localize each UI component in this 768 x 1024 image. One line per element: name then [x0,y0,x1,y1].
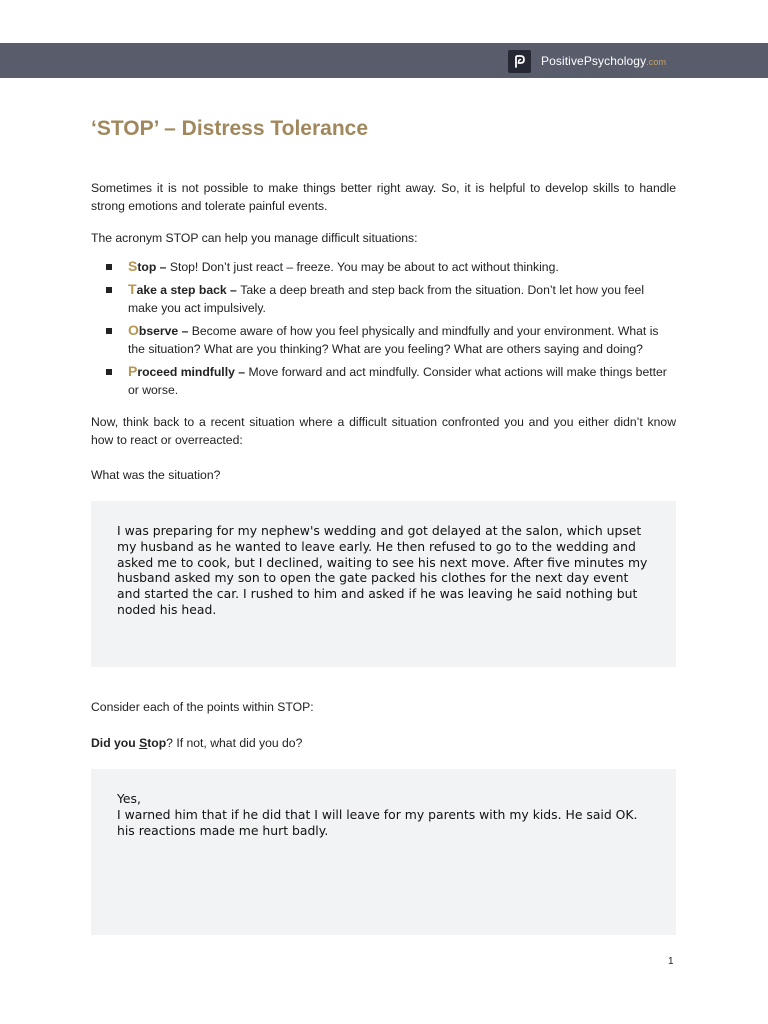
bullet-icon [106,264,112,270]
stop-term: top [137,260,157,274]
stop-initial: T [128,280,137,297]
question-stop-prefix: Did you [91,736,140,750]
answer-box-stop[interactable] [91,769,676,935]
positive-psychology-p-logo-icon [508,50,531,73]
answer-box-situation[interactable] [91,501,676,667]
brand[interactable] [508,49,666,73]
stop-separator: – [226,282,241,297]
intro-paragraph: Sometimes it is not possible to make things better right away. So, it is helpful to develop skills to handle strong emotions and tolerate painful events. [91,181,676,213]
list-item [91,280,676,318]
stop-description: Take a deep breath and step back from the situation. Don’t let how you feel make you act impulsively. [128,282,645,315]
question-stop-rest: ? If not, what did you do? [166,736,303,750]
stop-description: Become aware of how you feel physically and mindfully and your environment. What is the situation? What are you thinking? What are you feeling? What are others saying and doing? [128,323,659,356]
answer-stop-text: Yes, I warned him that if he did that I will leave for my parents with my kids. He said OK. his reactions made me hurt badly. [117,791,638,838]
header-bar [0,43,768,78]
stop-initial: P [128,362,138,379]
list-item [91,362,676,400]
reflection-prompt: Now, think back to a recent situation where a difficult situation confronted you and you either didn’t know how to react or overreacted: [91,415,676,447]
stop-description: Stop! Don’t just react – freeze. You may be about to act without thinking. [169,260,559,274]
list-item [91,257,676,277]
question-situation: What was the situation? [91,468,221,482]
question-stop [91,734,676,752]
brand-suffix: .com [646,57,667,67]
acronym-intro: The acronym STOP can help you manage difficult situations: [91,231,418,245]
page-number: 1 [668,956,674,967]
brand-name: PositivePsychology.com [541,54,667,68]
page-title: ‘STOP’ – Distress Tolerance [91,117,369,140]
question-stop-term: top [147,736,167,750]
stop-initial: S [128,258,138,274]
stop-initial: O [128,321,139,338]
answer-situation-text: I was preparing for my nephew's wedding and got delayed at the salon, which upset my husband as he wanted to leave early. He then refused to go to the wedding and asked me to cook, but I declined, waiting to see his next move. After five minutes my husband asked my son to open the gate packed his clothes for the next day event and started the car. I rushed to him and asked if he was leaving he said nothing but noded his head. [117,523,648,617]
bullet-icon [106,287,112,293]
stop-separator: – [234,364,249,379]
stop-term: roceed mindfully [137,364,235,379]
question-stop-s: S [139,736,148,750]
stop-separator: – [156,260,170,274]
stop-list [91,257,676,400]
stop-term: ake a step back [136,282,227,297]
bullet-icon [106,369,112,375]
stop-description: Move forward and act mindfully. Consider what actions will make things better or worse. [128,364,667,397]
stop-separator: – [178,323,192,338]
bullet-icon [106,328,112,334]
list-item [91,321,676,359]
consider-points: Consider each of the points within STOP: [91,700,314,714]
stop-term: bserve [138,323,179,338]
